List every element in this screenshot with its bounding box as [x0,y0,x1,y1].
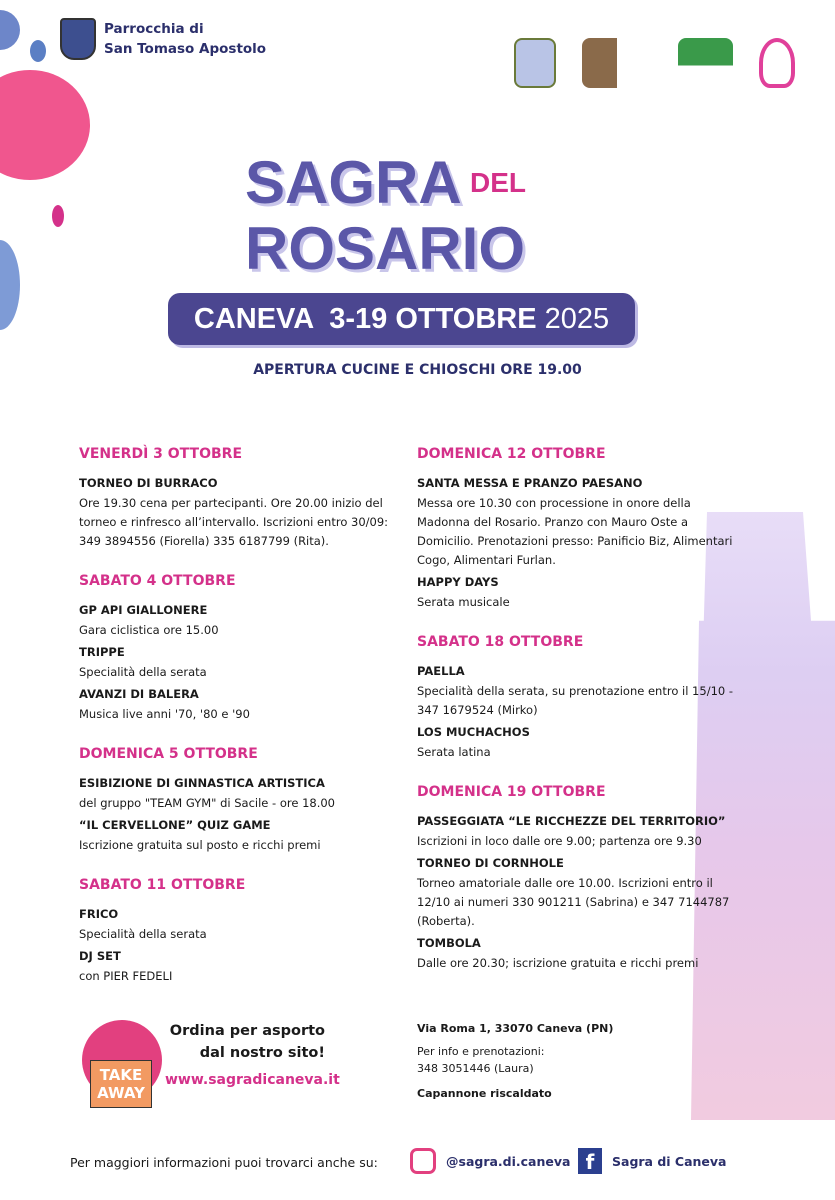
event-description: Gara ciclistica ore 15.00 [79,623,219,637]
parish-crest-icon [60,18,96,60]
decor-blob [52,205,64,227]
decor-blob [0,10,20,50]
day-section [417,634,747,762]
event-description: Ore 19.30 cena per partecipanti. Ore 20.00 inizio del torneo e rinfresco all’intervallo. Iscrizioni entro 30/09: 349 3894556 (Fiorella) 335 6187799 (Rita). [79,496,389,548]
event-name: LOS MUCHACHOS [417,725,530,739]
event-name: AVANZI DI BALERA [79,687,199,701]
day-heading: DOMENICA 5 OTTOBRE [79,746,258,762]
facebook-page: Sagra di Caneva [612,1153,727,1169]
banner-year: 2025 [544,302,610,335]
day-heading: SABATO 4 OTTOBRE [79,573,236,589]
decor-blob [0,240,20,330]
title-line1: SAGRA [245,149,462,216]
event-name: TOMBOLA [417,936,481,950]
event-name: TRIPPE [79,645,125,659]
order-text [165,1020,325,1064]
order-line2: dal nostro sito! [199,1045,325,1061]
info-block [417,1020,613,1102]
event-description: Specialità della serata, su prenotazione entro il 15/10 - 347 1679524 (Mirko) [417,684,734,717]
title-line2: ROSARIO [245,215,526,282]
event-description: Torneo amatoriale dalle ore 10.00. Iscrizioni entro il 12/10 ai numeri 330 901211 (Sabrina) e 347 7144787 (Roberta). [417,876,730,928]
program-left-column [79,446,409,1008]
website-link[interactable]: www.sagradicaneva.it [165,1072,340,1088]
event-description: Musica live anni '70, '80 e '90 [79,707,250,721]
sponsor-logos [514,38,795,88]
event-description: Dalle ore 20.30; iscrizione gratuita e ricchi premi [417,956,699,970]
day-heading: DOMENICA 12 OTTOBRE [417,446,606,462]
event-name: HAPPY DAYS [417,575,499,589]
event-name: FRICO [79,907,119,921]
event-description: Specialità della serata [79,665,207,679]
event-name: TORNEO DI BURRACO [79,476,218,490]
event-name: SANTA MESSA E PRANZO PAESANO [417,476,643,490]
event-description: del gruppo "TEAM GYM" di Sacile - ore 18.00 [79,796,335,810]
magnifica-logo-icon [678,38,733,88]
day-section [417,446,747,612]
day-section [79,446,409,551]
footer-text: Per maggiori informazioni puoi trovarci anche su: [70,1155,378,1170]
event-name: TORNEO DI CORNHOLE [417,856,564,870]
event-name: PAELLA [417,664,465,678]
takeaway-bag [90,1060,152,1108]
info-label: Per info e prenotazioni: [417,1045,545,1058]
event-description: Serata latina [417,745,491,759]
day-section [79,573,409,724]
banner-place-dates: CANEVA 3-19 OTTOBRE [193,302,537,335]
opening-hours: APERTURA CUCINE E CHIOSCHI ORE 19.00 [253,362,582,378]
event-description: Iscrizioni in loco dalle ore 9.00; partenza ore 9.30 [417,834,702,848]
day-heading: VENERDÌ 3 OTTOBRE [79,446,243,462]
program-right-column [417,446,747,995]
instagram-handle: @sagra.di.caneva [446,1153,571,1169]
event-name: PASSEGGIATA “LE RICCHEZZE DEL TERRITORIO” [417,814,726,828]
event-description: Messa ore 10.30 con processione in onore della Madonna del Rosario. Pranzo con Mauro Oste a Domicilio. Prenotazioni presso: Panificio Biz, Alimentari Cogo, Alimentari Furlan. [417,496,733,567]
instagram-icon [410,1148,436,1174]
dates-banner [168,293,635,345]
event-description: Serata musicale [417,595,510,609]
event-description: Specialità della serata [79,927,207,941]
day-heading: SABATO 18 OTTOBRE [417,634,584,650]
day-heading: SABATO 11 OTTOBRE [79,877,246,893]
pro-loco-logo-icon [582,38,652,88]
decor-blob [0,70,90,180]
event-name: ESIBIZIONE DI GINNASTICA ARTISTICA [79,776,325,790]
decor-blob [30,40,46,62]
takeaway-logo-text: TAKE AWAY [97,1066,145,1102]
day-section [79,877,409,986]
facebook-icon: f [578,1148,602,1174]
info-note: Capannone riscaldato [417,1087,552,1100]
municipality-crest-icon [514,38,556,88]
info-phone: 348 3051446 (Laura) [417,1062,534,1075]
event-name: GP API GIALLONERE [79,603,208,617]
day-heading: DOMENICA 19 OTTOBRE [417,784,606,800]
day-section [79,746,409,855]
facebook-link[interactable] [578,1148,727,1174]
instagram-link[interactable] [410,1148,570,1174]
event-description: Iscrizione gratuita sul posto e ricchi premi [79,838,321,852]
event-description: con PIER FEDELI [79,969,173,983]
address: Via Roma 1, 33070 Caneva (PN) [417,1022,614,1035]
parish-line2: San Tomaso Apostolo [104,41,267,57]
event-name: DJ SET [79,949,121,963]
parish-header [60,18,266,60]
order-line1: Ordina per asporto [169,1023,325,1039]
day-section [417,784,747,973]
title-del: DEL [470,167,526,198]
event-name: “IL CERVELLONE” QUIZ GAME [79,818,271,832]
parish-line1: Parrocchia di [104,21,204,37]
lightbulb-logo-icon [759,38,795,88]
